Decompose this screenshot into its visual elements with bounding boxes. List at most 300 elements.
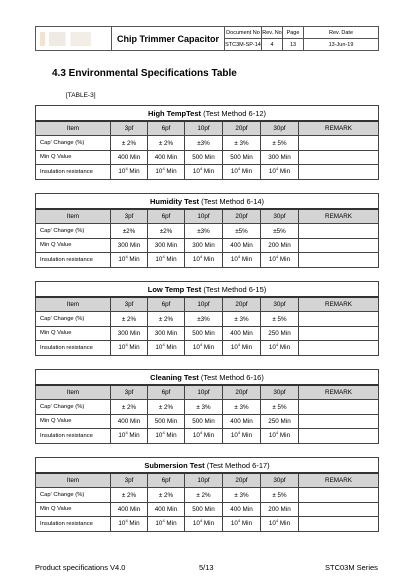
column-header: 30pf xyxy=(261,385,299,400)
column-header: 6pf xyxy=(148,297,185,312)
rev-no-value: 4 xyxy=(262,39,283,51)
remark-cell xyxy=(299,150,379,164)
exponent: 4 xyxy=(237,254,241,260)
cell-value: 10 xyxy=(155,168,163,176)
cell-value: ± 2% xyxy=(196,491,211,499)
footer-page: 5/13 xyxy=(199,563,214,572)
value-cell xyxy=(261,488,299,502)
row-label: Insulation resistance xyxy=(36,253,111,267)
cell-value: 300 Min xyxy=(117,329,141,337)
value-cell xyxy=(111,150,148,164)
unit-suffix: Min xyxy=(240,256,253,264)
column-header: Item xyxy=(36,297,111,312)
cell-value: ± 3% xyxy=(234,491,249,499)
value-cell xyxy=(185,429,223,443)
cell-value: ± 2% xyxy=(158,315,174,323)
doc-no-label: Document No xyxy=(225,27,262,39)
table-title xyxy=(36,106,379,122)
unit-suffix: Min xyxy=(240,432,253,440)
value-cell xyxy=(185,502,223,516)
value-cell xyxy=(111,165,148,179)
value-cell xyxy=(261,136,299,150)
cell-value: 500 Min xyxy=(192,417,215,425)
value-cell xyxy=(185,165,223,179)
remark-cell xyxy=(299,414,379,428)
test-name: High TempTest xyxy=(147,108,201,118)
test-name: Submersion Test xyxy=(144,460,205,470)
value-cell xyxy=(111,502,148,516)
cell-value: 10 xyxy=(192,432,200,440)
unit-suffix: Min xyxy=(240,520,253,528)
exponent: 4 xyxy=(162,342,165,348)
value-cell xyxy=(111,341,148,355)
test-name: Low Temp Test xyxy=(147,284,202,294)
cell-value: 10 xyxy=(192,168,200,176)
cell-value: 300 Min xyxy=(154,241,178,249)
column-header: 3pf xyxy=(111,473,148,488)
remark-cell xyxy=(299,312,379,326)
value-cell xyxy=(148,253,185,267)
unit-suffix: Min xyxy=(202,256,215,264)
cell-value: 10 xyxy=(118,168,126,176)
table-row xyxy=(36,400,379,414)
row-label: Insulation resistance xyxy=(36,341,111,355)
cell-value: 500 Min xyxy=(192,153,215,161)
unit-suffix: Min xyxy=(164,256,177,264)
column-header: 30pf xyxy=(261,473,299,488)
cell-value: 300 Min xyxy=(268,153,291,161)
cell-value: ± 2% xyxy=(121,491,137,499)
cell-value: ± 5% xyxy=(272,139,287,147)
column-header: 20pf xyxy=(223,473,261,488)
document-header xyxy=(35,26,379,51)
spec-table xyxy=(35,193,379,268)
value-cell xyxy=(223,224,261,238)
cell-value: 10 xyxy=(155,520,163,528)
row-label: Min Q Value xyxy=(36,150,111,164)
value-cell xyxy=(223,414,261,428)
table-row xyxy=(36,341,379,355)
value-cell xyxy=(223,253,261,267)
remark-cell xyxy=(299,502,379,516)
column-header: 20pf xyxy=(223,209,261,224)
page-value: 13 xyxy=(283,39,304,51)
value-cell xyxy=(185,517,223,531)
value-cell xyxy=(111,224,148,238)
cell-value: 500 Min xyxy=(230,153,253,161)
cell-value: 10 xyxy=(230,432,238,440)
table-label: [TABLE-3] xyxy=(66,92,96,99)
value-cell xyxy=(148,414,185,428)
cell-value: 10 xyxy=(118,520,126,528)
unit-suffix: Min xyxy=(278,256,291,264)
cell-value: 10 xyxy=(155,344,163,352)
table-title xyxy=(36,458,379,474)
remark-cell xyxy=(299,253,379,267)
exponent: 4 xyxy=(125,254,128,260)
value-cell xyxy=(185,341,223,355)
value-cell xyxy=(261,400,299,414)
unit-suffix: Min xyxy=(164,344,177,352)
cell-value: 10 xyxy=(268,168,276,176)
cell-value: 10 xyxy=(192,344,200,352)
exponent: 4 xyxy=(199,166,203,172)
column-header: 6pf xyxy=(148,121,185,136)
value-cell xyxy=(223,341,261,355)
row-label: Cap' Change (%) xyxy=(36,312,111,326)
value-cell xyxy=(223,136,261,150)
spec-table xyxy=(35,281,379,356)
column-header: 6pf xyxy=(148,385,185,400)
section-title: 4.3 Environmental Specifications Table xyxy=(52,68,237,79)
value-cell xyxy=(223,488,261,502)
table-title xyxy=(36,282,379,298)
value-cell xyxy=(111,429,148,443)
cell-value: 400 Min xyxy=(230,241,253,249)
test-name: Humidity Test xyxy=(149,196,199,206)
table-row xyxy=(36,502,379,516)
table-row xyxy=(36,165,379,179)
cell-value: 400 Min xyxy=(117,505,141,513)
remark-cell xyxy=(299,488,379,502)
row-label: Min Q Value xyxy=(36,502,111,516)
cell-value: ±5% xyxy=(273,227,286,235)
company-logo xyxy=(36,27,112,51)
column-header: 3pf xyxy=(111,385,148,400)
cell-value: ± 2% xyxy=(121,403,137,411)
table-row xyxy=(36,253,379,267)
table-row xyxy=(36,150,379,164)
column-header: 3pf xyxy=(111,209,148,224)
exponent: 4 xyxy=(237,166,241,172)
cell-value: ±5% xyxy=(235,227,248,235)
table-title xyxy=(36,194,379,210)
value-cell xyxy=(261,238,299,252)
cell-value: 500 Min xyxy=(192,505,215,513)
cell-value: 10 xyxy=(155,256,163,264)
row-label: Insulation resistance xyxy=(36,517,111,531)
cell-value: ± 5% xyxy=(272,403,287,411)
value-cell xyxy=(223,517,261,531)
value-cell xyxy=(185,414,223,428)
remark-cell xyxy=(299,400,379,414)
table-row xyxy=(36,326,379,340)
table-row xyxy=(36,224,379,238)
table-row xyxy=(36,136,379,150)
exponent: 4 xyxy=(275,166,279,172)
test-method: (Test Method 6-12) xyxy=(203,108,267,118)
value-cell xyxy=(148,136,185,150)
value-cell xyxy=(223,312,261,326)
value-cell xyxy=(148,502,185,516)
table-row xyxy=(36,429,379,443)
cell-value: 250 Min xyxy=(268,417,291,425)
cell-value: 10 xyxy=(268,344,276,352)
cell-value: 10 xyxy=(230,168,238,176)
test-name: Cleaning Test xyxy=(150,372,199,382)
value-cell xyxy=(261,429,299,443)
cell-value: 400 Min xyxy=(117,153,141,161)
cell-value: 200 Min xyxy=(268,241,291,249)
row-label: Cap' Change (%) xyxy=(36,488,111,502)
column-header: 3pf xyxy=(111,121,148,136)
value-cell xyxy=(185,400,223,414)
unit-suffix: Min xyxy=(202,344,215,352)
spec-table xyxy=(35,457,379,532)
cell-value: 10 xyxy=(268,432,276,440)
value-cell xyxy=(148,150,185,164)
spec-table xyxy=(35,369,379,444)
table-row xyxy=(36,238,379,252)
column-header: 10pf xyxy=(185,209,223,224)
cell-value: ± 2% xyxy=(158,491,174,499)
cell-value: ± 2% xyxy=(121,315,137,323)
unit-suffix: Min xyxy=(164,432,177,440)
exponent: 4 xyxy=(199,518,203,524)
unit-suffix: Min xyxy=(278,344,291,352)
cell-value: ± 3% xyxy=(234,403,249,411)
value-cell xyxy=(261,150,299,164)
cell-value: 200 Min xyxy=(268,505,291,513)
cell-value: ± 3% xyxy=(234,139,249,147)
value-cell xyxy=(111,238,148,252)
value-cell xyxy=(148,341,185,355)
value-cell xyxy=(223,429,261,443)
column-header: 30pf xyxy=(261,121,299,136)
cell-value: ±2% xyxy=(159,227,173,235)
remark-cell xyxy=(299,517,379,531)
cell-value: 400 Min xyxy=(230,417,253,425)
value-cell xyxy=(223,326,261,340)
value-cell xyxy=(148,224,185,238)
exponent: 4 xyxy=(162,430,165,436)
cell-value: 10 xyxy=(155,432,163,440)
cell-value: ±3% xyxy=(197,139,210,147)
column-header: REMARK xyxy=(299,297,379,312)
exponent: 4 xyxy=(125,518,128,524)
cell-value: 10 xyxy=(268,256,276,264)
value-cell xyxy=(148,400,185,414)
remark-cell xyxy=(299,165,379,179)
cell-value: 10 xyxy=(268,520,276,528)
column-header: REMARK xyxy=(299,209,379,224)
exponent: 4 xyxy=(125,430,128,436)
column-header: 10pf xyxy=(185,121,223,136)
document-title: Chip Trimmer Capacitor xyxy=(112,27,225,51)
remark-cell xyxy=(299,341,379,355)
remark-cell xyxy=(299,238,379,252)
value-cell xyxy=(185,488,223,502)
unit-suffix: Min xyxy=(202,432,215,440)
value-cell xyxy=(111,414,148,428)
unit-suffix: Min xyxy=(127,520,140,528)
unit-suffix: Min xyxy=(278,432,291,440)
cell-value: ±3% xyxy=(197,315,210,323)
unit-suffix: Min xyxy=(202,168,215,176)
value-cell xyxy=(185,238,223,252)
page-label: Page xyxy=(283,27,304,39)
value-cell xyxy=(223,238,261,252)
table-row xyxy=(36,517,379,531)
value-cell xyxy=(111,312,148,326)
cell-value: ± 3% xyxy=(196,403,211,411)
spec-table xyxy=(35,105,379,180)
test-method: (Test Method 6-15) xyxy=(203,284,267,294)
column-header: 10pf xyxy=(185,473,223,488)
cell-value: 400 Min xyxy=(154,505,178,513)
column-header: REMARK xyxy=(299,473,379,488)
cell-value: 10 xyxy=(118,432,126,440)
table-row xyxy=(36,414,379,428)
table-row xyxy=(36,488,379,502)
row-label: Min Q Value xyxy=(36,238,111,252)
exponent: 4 xyxy=(199,254,203,260)
unit-suffix: Min xyxy=(164,520,177,528)
value-cell xyxy=(223,502,261,516)
exponent: 4 xyxy=(199,430,203,436)
exponent: 4 xyxy=(275,518,279,524)
cell-value: ± 2% xyxy=(158,139,174,147)
unit-suffix: Min xyxy=(278,520,291,528)
cell-value: 400 Min xyxy=(154,153,178,161)
column-header: Item xyxy=(36,385,111,400)
value-cell xyxy=(185,326,223,340)
remark-cell xyxy=(299,136,379,150)
value-cell xyxy=(261,517,299,531)
column-header: 10pf xyxy=(185,297,223,312)
value-cell xyxy=(148,488,185,502)
footer-right: STC03M Series xyxy=(325,563,378,572)
row-label: Min Q Value xyxy=(36,414,111,428)
cell-value: ±2% xyxy=(122,227,136,235)
row-label: Insulation resistance xyxy=(36,429,111,443)
cell-value: 10 xyxy=(192,256,200,264)
footer-left: Product specifications V4.0 xyxy=(35,563,126,572)
column-header: 6pf xyxy=(148,473,185,488)
value-cell xyxy=(111,136,148,150)
exponent: 4 xyxy=(275,430,279,436)
exponent: 4 xyxy=(237,518,241,524)
column-header: Item xyxy=(36,209,111,224)
exponent: 4 xyxy=(199,342,203,348)
unit-suffix: Min xyxy=(240,168,253,176)
row-label: Cap' Change (%) xyxy=(36,224,111,238)
cell-value: ± 5% xyxy=(272,315,287,323)
column-header: Item xyxy=(36,473,111,488)
doc-no-value: STC3M-SP-14 xyxy=(225,39,262,51)
rev-date-label: Rev. Date xyxy=(304,27,379,39)
table-row xyxy=(36,312,379,326)
exponent: 4 xyxy=(237,342,241,348)
column-header: 10pf xyxy=(185,385,223,400)
column-header: 30pf xyxy=(261,297,299,312)
exponent: 4 xyxy=(275,254,279,260)
value-cell xyxy=(185,150,223,164)
cell-value: ± 3% xyxy=(234,315,249,323)
cell-value: 10 xyxy=(118,344,126,352)
value-cell xyxy=(261,326,299,340)
exponent: 4 xyxy=(162,254,165,260)
unit-suffix: Min xyxy=(127,344,140,352)
cell-value: 300 Min xyxy=(154,329,178,337)
exponent: 4 xyxy=(125,342,128,348)
remark-cell xyxy=(299,326,379,340)
cell-value: ± 2% xyxy=(121,139,137,147)
column-header: 20pf xyxy=(223,121,261,136)
unit-suffix: Min xyxy=(127,432,140,440)
cell-value: 10 xyxy=(118,256,126,264)
unit-suffix: Min xyxy=(127,168,140,176)
unit-suffix: Min xyxy=(202,520,215,528)
value-cell xyxy=(111,326,148,340)
cell-value: 10 xyxy=(192,520,200,528)
cell-value: ±3% xyxy=(197,227,210,235)
value-cell xyxy=(111,400,148,414)
exponent: 4 xyxy=(125,166,128,172)
rev-no-label: Rev. No xyxy=(262,27,283,39)
row-label: Insulation resistance xyxy=(36,165,111,179)
column-header: 20pf xyxy=(223,297,261,312)
rev-date-value: 13-Jun-19 xyxy=(304,39,379,51)
value-cell xyxy=(148,238,185,252)
unit-suffix: Min xyxy=(127,256,140,264)
column-header: 20pf xyxy=(223,385,261,400)
row-label: Min Q Value xyxy=(36,326,111,340)
row-label: Cap' Change (%) xyxy=(36,400,111,414)
cell-value: 250 Min xyxy=(268,329,291,337)
cell-value: 10 xyxy=(230,256,238,264)
cell-value: 300 Min xyxy=(117,241,141,249)
value-cell xyxy=(185,253,223,267)
value-cell xyxy=(223,165,261,179)
test-method: (Test Method 6-14) xyxy=(201,196,265,206)
value-cell xyxy=(148,326,185,340)
cell-value: 10 xyxy=(230,520,238,528)
cell-value: 10 xyxy=(230,344,238,352)
exponent: 4 xyxy=(275,342,279,348)
unit-suffix: Min xyxy=(240,344,253,352)
column-header: REMARK xyxy=(299,121,379,136)
value-cell xyxy=(148,165,185,179)
exponent: 4 xyxy=(237,430,241,436)
cell-value: 400 Min xyxy=(230,329,253,337)
value-cell xyxy=(148,429,185,443)
value-cell xyxy=(111,488,148,502)
value-cell xyxy=(111,517,148,531)
value-cell xyxy=(148,517,185,531)
unit-suffix: Min xyxy=(164,168,177,176)
value-cell xyxy=(261,224,299,238)
test-method: (Test Method 6-16) xyxy=(200,372,264,382)
value-cell xyxy=(261,165,299,179)
value-cell xyxy=(261,253,299,267)
value-cell xyxy=(223,150,261,164)
value-cell xyxy=(185,224,223,238)
cell-value: 300 Min xyxy=(192,241,215,249)
value-cell xyxy=(261,341,299,355)
cell-value: ± 2% xyxy=(158,403,174,411)
cell-value: 400 Min xyxy=(230,505,253,513)
column-header: 6pf xyxy=(148,209,185,224)
cell-value: 500 Min xyxy=(192,329,215,337)
test-method: (Test Method 6-17) xyxy=(206,460,270,470)
cell-value: ± 5% xyxy=(272,491,287,499)
value-cell xyxy=(148,312,185,326)
cell-value: 500 Min xyxy=(154,417,178,425)
unit-suffix: Min xyxy=(278,168,291,176)
column-header: Item xyxy=(36,121,111,136)
row-label: Cap' Change (%) xyxy=(36,136,111,150)
